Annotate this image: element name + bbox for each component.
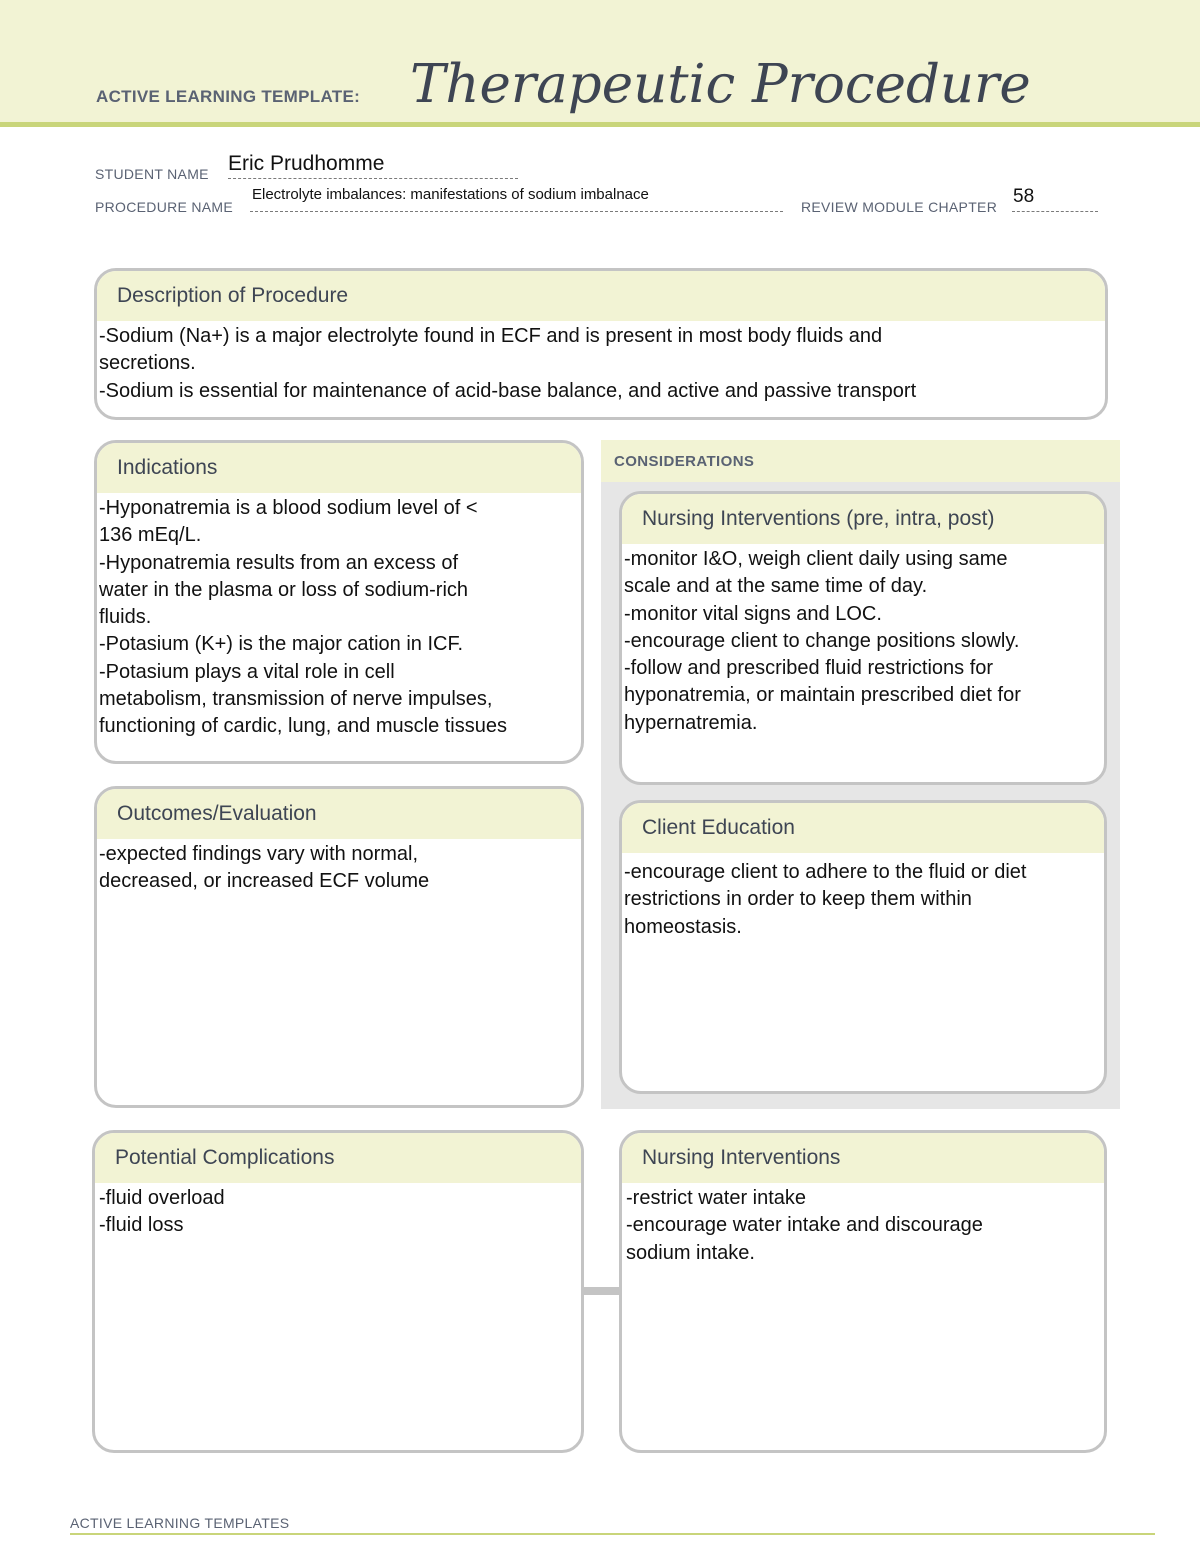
outcomes-box: [94, 786, 584, 1108]
text-line: -Sodium (Na+) is a major electrolyte found in ECF and is present in most body fluids and: [99, 325, 883, 347]
procedure-name-line: [250, 211, 783, 212]
text-line: 136 mEq/L.: [99, 524, 202, 547]
text-line: scale and at the same time of day.: [624, 575, 928, 598]
client-education-text[interactable]: [622, 853, 1104, 941]
complications-text[interactable]: [95, 1183, 581, 1240]
procedure-name-field[interactable]: Electrolyte imbalances: manifestations of sodium imbalnace: [252, 186, 649, 203]
text-line: -Hyponatremia results from an excess of: [99, 551, 459, 574]
text-line: metabolism, transmission of nerve impulses,: [99, 688, 493, 711]
text-line: -Sodium is essential for maintenance of acid-base balance, and active and passive transport: [99, 379, 917, 402]
client-education-box: [619, 800, 1107, 1094]
considerations-title: CONSIDERATIONS: [601, 440, 1120, 482]
text-line: -monitor vital signs and LOC.: [624, 602, 882, 625]
header-rule: [0, 122, 1200, 127]
review-module-label: REVIEW MODULE CHAPTER: [801, 199, 998, 215]
indications-text[interactable]: [97, 493, 581, 741]
text-line: secretions.: [99, 352, 196, 375]
indications-box: [94, 440, 584, 764]
nursing-interventions-box: [619, 1130, 1107, 1453]
text-line: -Potasium (K+) is the major cation in ICF.: [99, 633, 464, 656]
text-line: -expected findings vary with normal,: [99, 843, 419, 865]
template-label: ACTIVE LEARNING TEMPLATE:: [96, 87, 361, 106]
text-line: homeostasis.: [624, 915, 742, 938]
description-text[interactable]: [97, 321, 1105, 405]
text-line: hyponatremia, or maintain prescribed diet for: [624, 684, 1021, 707]
nursing-interventions-pip-heading: Nursing Interventions (pre, intra, post): [622, 494, 1104, 544]
outcomes-text[interactable]: [97, 839, 581, 896]
client-education-heading: Client Education: [622, 803, 1104, 853]
description-box: [94, 268, 1108, 420]
complications-heading: Potential Complications: [95, 1133, 581, 1183]
box-connector: [582, 1287, 621, 1295]
text-line: restrictions in order to keep them within: [624, 888, 972, 911]
outcomes-heading: Outcomes/Evaluation: [97, 789, 581, 839]
text-line: -Hyponatremia is a blood sodium level of <: [99, 497, 478, 519]
page-title: Therapeutic Procedure: [410, 54, 1031, 115]
text-line: -encourage client to adhere to the fluid or diet: [624, 861, 1027, 883]
text-line: -encourage water intake and discourage: [626, 1214, 983, 1237]
description-heading: Description of Procedure: [97, 271, 1105, 321]
student-name-line: [228, 178, 518, 179]
nursing-interventions-heading: Nursing Interventions: [622, 1133, 1104, 1183]
nursing-interventions-pip-text[interactable]: [622, 544, 1104, 737]
text-line: fluids.: [99, 606, 152, 629]
text-line: -fluid overload: [99, 1187, 225, 1209]
text-line: decreased, or increased ECF volume: [99, 870, 430, 893]
footer-rule: [70, 1533, 1155, 1535]
student-name-field[interactable]: Eric Prudhomme: [228, 152, 385, 175]
text-line: -Potasium plays a vital role in cell: [99, 660, 395, 683]
indications-heading: Indications: [97, 443, 581, 493]
text-line: -restrict water intake: [626, 1187, 807, 1209]
text-line: -follow and prescribed fluid restrictions for: [624, 657, 994, 680]
text-line: -monitor I&O, weigh client daily using same: [624, 548, 1008, 570]
footer-label: ACTIVE LEARNING TEMPLATES: [70, 1515, 290, 1531]
text-line: sodium intake.: [626, 1241, 755, 1264]
complications-box: [92, 1130, 584, 1453]
review-module-line: [1012, 211, 1098, 212]
student-name-label: STUDENT NAME: [95, 166, 209, 182]
review-module-field[interactable]: 58: [1013, 186, 1035, 207]
text-line: -encourage client to change positions slowly.: [624, 629, 1020, 652]
text-line: water in the plasma or loss of sodium-rich: [99, 578, 469, 601]
nursing-interventions-text[interactable]: [622, 1183, 1104, 1267]
text-line: -fluid loss: [99, 1214, 184, 1237]
text-line: hypernatremia.: [624, 711, 758, 734]
text-line: functioning of cardic, lung, and muscle tissues: [99, 715, 507, 738]
nursing-interventions-pip-box: [619, 491, 1107, 785]
procedure-name-label: PROCEDURE NAME: [95, 199, 233, 215]
